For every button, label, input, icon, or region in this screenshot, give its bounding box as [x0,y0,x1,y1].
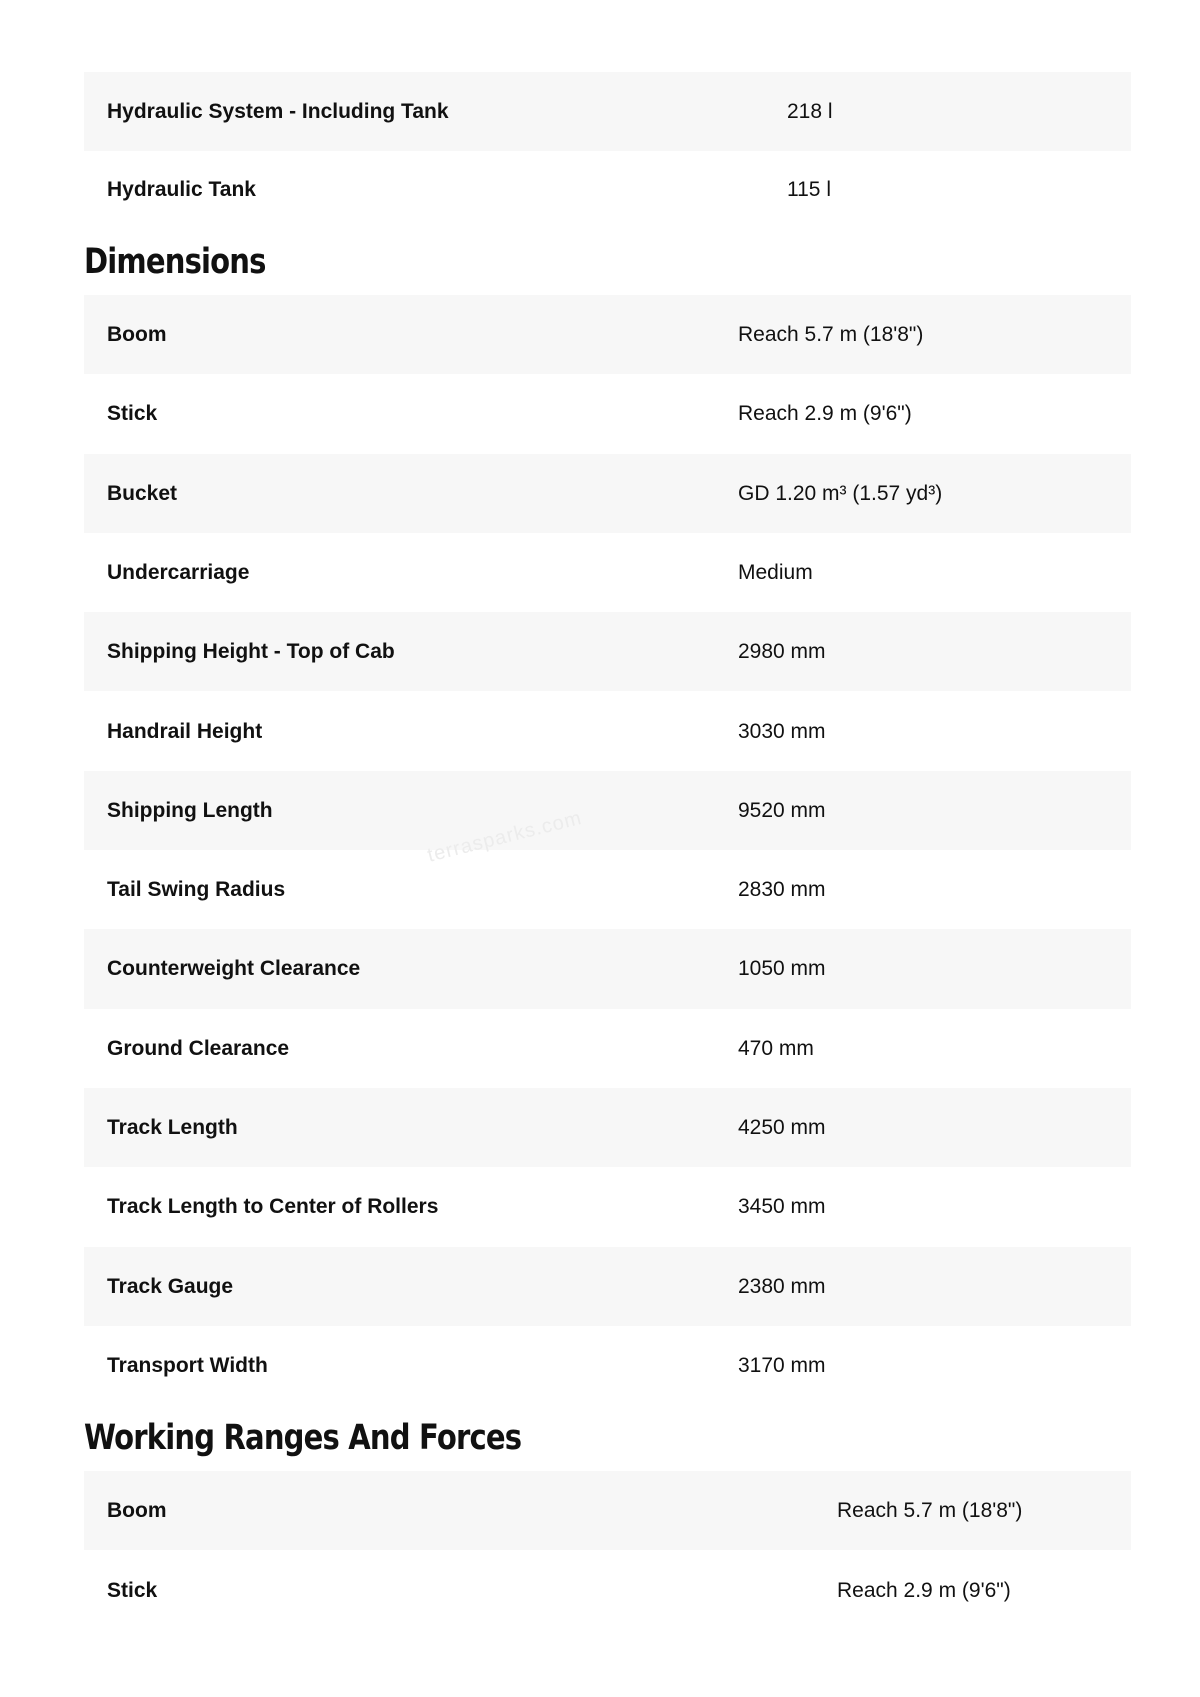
section-heading-working-ranges: Working Ranges And Forces [84,1418,522,1459]
table-row [84,1471,1131,1550]
spec-label: Boom [107,1499,167,1523]
spec-value: 2980 mm [738,640,826,664]
table-row [84,929,1131,1008]
spec-label: Handrail Height [107,719,263,743]
spec-label: Stick [107,1578,158,1602]
spec-label: Shipping Height - Top of Cab [107,640,395,664]
table-row [84,1247,1131,1326]
table-row [84,1326,1131,1405]
spec-value: 470 mm [738,1036,814,1060]
spec-label: Track Gauge [107,1274,234,1298]
table-row [84,1088,1131,1167]
spec-label: Stick [107,402,158,426]
spec-label: Bucket [107,481,178,505]
spec-value: 3030 mm [738,719,826,743]
spec-value: Reach 5.7 m (18'8") [738,323,924,347]
spec-value: 1050 mm [738,957,826,981]
spec-label: Track Length to Center of Rollers [107,1195,439,1219]
table-row [84,691,1131,770]
spec-value: 2380 mm [738,1274,826,1298]
watermark: terrasparks.com [425,807,585,867]
table-row [84,72,1131,151]
spec-value: 4250 mm [738,1116,826,1140]
spec-label: Counterweight Clearance [107,957,361,981]
spec-label: Transport Width [107,1353,268,1377]
spec-value: Reach 5.7 m (18'8") [837,1499,1023,1523]
table-row [84,295,1131,374]
table-row [84,533,1131,612]
table-row [84,1550,1131,1629]
spec-value: 9520 mm [738,798,826,822]
dimensions-spec-table [84,295,1131,1405]
spec-label: Shipping Length [107,798,273,822]
spec-value: 3450 mm [738,1195,826,1219]
spec-label: Hydraulic Tank [107,178,256,202]
spec-value: GD 1.20 m³ (1.57 yd³) [738,481,943,505]
table-row [84,1009,1131,1088]
spec-value: 218 l [787,99,833,123]
table-row [84,374,1131,453]
spec-value: 115 l [787,178,831,202]
table-row [84,151,1131,230]
spec-label: Ground Clearance [107,1036,290,1060]
table-row [84,612,1131,691]
section-heading-dimensions: Dimensions [84,242,266,282]
spec-value: 3170 mm [738,1353,826,1377]
spec-page [84,72,1131,1630]
table-row [84,771,1131,850]
spec-value: Medium [738,560,813,584]
spec-label: Undercarriage [107,560,250,584]
spec-value: Reach 2.9 m (9'6") [738,402,912,426]
table-row [84,850,1131,929]
spec-label: Boom [107,323,167,347]
table-row [84,1167,1131,1246]
spec-label: Track Length [107,1116,238,1140]
working-ranges-spec-table [84,1471,1131,1630]
spec-label: Hydraulic System - Including Tank [107,99,449,123]
hydraulic-spec-table [84,72,1131,229]
spec-label: Tail Swing Radius [107,878,286,902]
spec-value: Reach 2.9 m (9'6") [837,1578,1011,1602]
spec-value: 2830 mm [738,878,826,902]
table-row [84,454,1131,533]
